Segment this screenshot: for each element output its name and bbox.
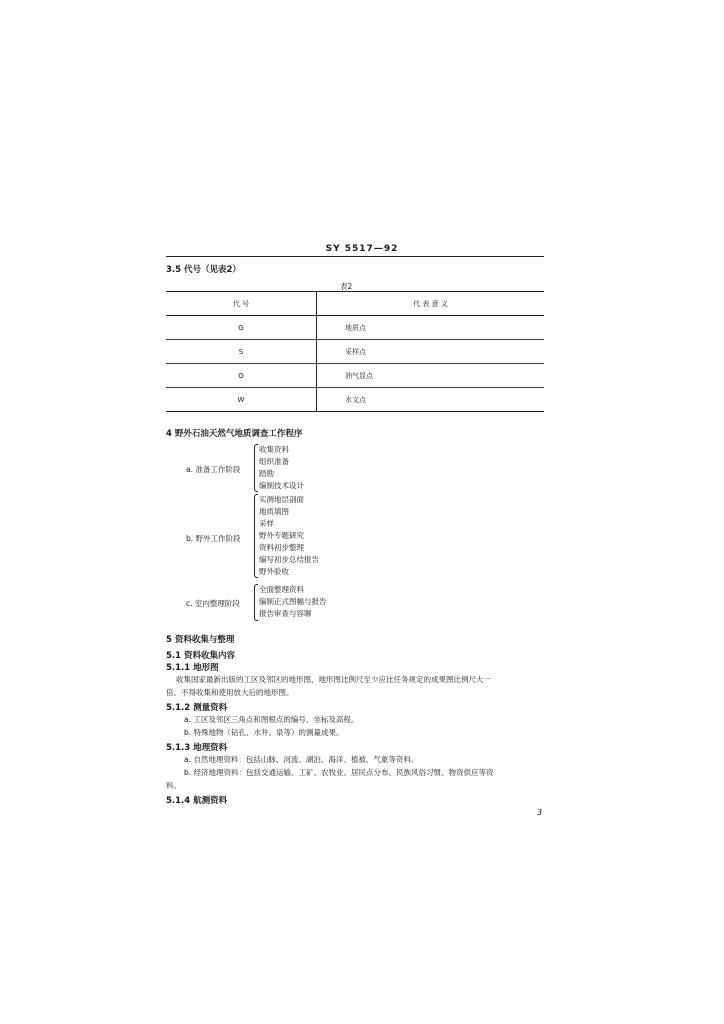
section-5-1-2-heading: 5.1.2 测量资料: [166, 703, 228, 713]
table-header-meaning: 代 表 意 义: [317, 292, 545, 316]
meaning-cell: 水文点: [317, 388, 545, 412]
section-5-heading: 5 资料收集与整理: [166, 635, 235, 645]
stage-item-list: [259, 444, 304, 492]
table-header-code: 代 号: [166, 292, 317, 316]
section-5-1-1-heading: 5.1.1 地形图: [166, 663, 219, 673]
stage-brace: [254, 494, 258, 578]
table-row: [166, 316, 544, 340]
meaning-cell: 油气显点: [317, 364, 545, 388]
standard-code-header: SY 5517—92: [325, 244, 399, 254]
paragraph-line: 收集国家最新出版的工区及邻区的地形图，地形图比例尺至少应比任务规定的成果图比例尺大一: [176, 675, 491, 684]
list-item: 组织准备: [259, 457, 289, 466]
stage-item-list: [259, 584, 327, 620]
paragraph-line: 倍。不得收集和使用放大后的地形图。: [166, 688, 294, 697]
section-4-heading: 4 野外石油天然气地质调查工作程序: [166, 429, 303, 439]
section-3-5-heading: 3.5 代号（见表2）: [166, 265, 241, 275]
list-item: 野外验收: [259, 567, 289, 576]
stage-brace: [254, 584, 258, 621]
list-item: 全面整理资料: [259, 585, 304, 594]
paragraph-line: 料。: [166, 781, 181, 790]
list-item: 报告审查与容聊: [259, 609, 312, 618]
list-item: 踏勘: [259, 469, 274, 478]
header-rule: [166, 256, 544, 257]
list-item: 编制技术设计: [259, 481, 304, 490]
section-5-1-4-heading: 5.1.4 航测资料: [166, 796, 228, 806]
list-item: 编制正式图幅与报告: [259, 597, 327, 606]
list-item: b. 经济地理资料：包括交通运输、工矿、农牧业、居民点分布、民族风俗习惯、物资供应等资: [184, 768, 494, 777]
list-item: 地质填图: [259, 507, 289, 516]
list-item: 采样: [259, 519, 274, 528]
stage-label: c. 室内整理阶段: [186, 599, 240, 608]
code-cell: O: [166, 364, 317, 388]
code-cell: W: [166, 388, 317, 412]
meaning-cell: 地质点: [317, 316, 545, 340]
code-cell: G: [166, 316, 317, 340]
meaning-cell: 采样点: [317, 340, 545, 364]
section-5-1-3-heading: 5.1.3 地理资料: [166, 743, 228, 753]
list-item: 收集资料: [259, 445, 289, 454]
section-5-1-heading: 5.1 资料收集内容: [166, 651, 236, 661]
stage-item-list: [259, 494, 319, 578]
list-item: b. 特殊地物（钻孔、水井、泉等）的测量成果。: [184, 728, 344, 737]
table-row: [166, 340, 544, 364]
page-number: 3: [537, 808, 543, 817]
list-item: 资料初步整理: [259, 543, 304, 552]
list-item: 编写初步总结报告: [259, 555, 319, 564]
code-cell: S: [166, 340, 317, 364]
stage-label: a. 准备工作阶段: [186, 465, 241, 474]
table-row: [166, 364, 544, 388]
list-item: a. 工区及邻区三角点和图根点的编号、坐标及高程。: [184, 715, 359, 724]
list-item: a. 自然地理资料：包括山脉、河流、湖泊、海洋、植被、气象等资料。: [184, 755, 419, 764]
list-item: 野外专题研究: [259, 531, 304, 540]
code-table: [166, 291, 544, 412]
stage-label: b. 野外工作阶段: [186, 534, 241, 543]
list-item: 实测地层剖面: [259, 495, 304, 504]
table-row: [166, 388, 544, 412]
stage-brace: [254, 444, 258, 492]
table-caption: 表2: [340, 282, 353, 291]
